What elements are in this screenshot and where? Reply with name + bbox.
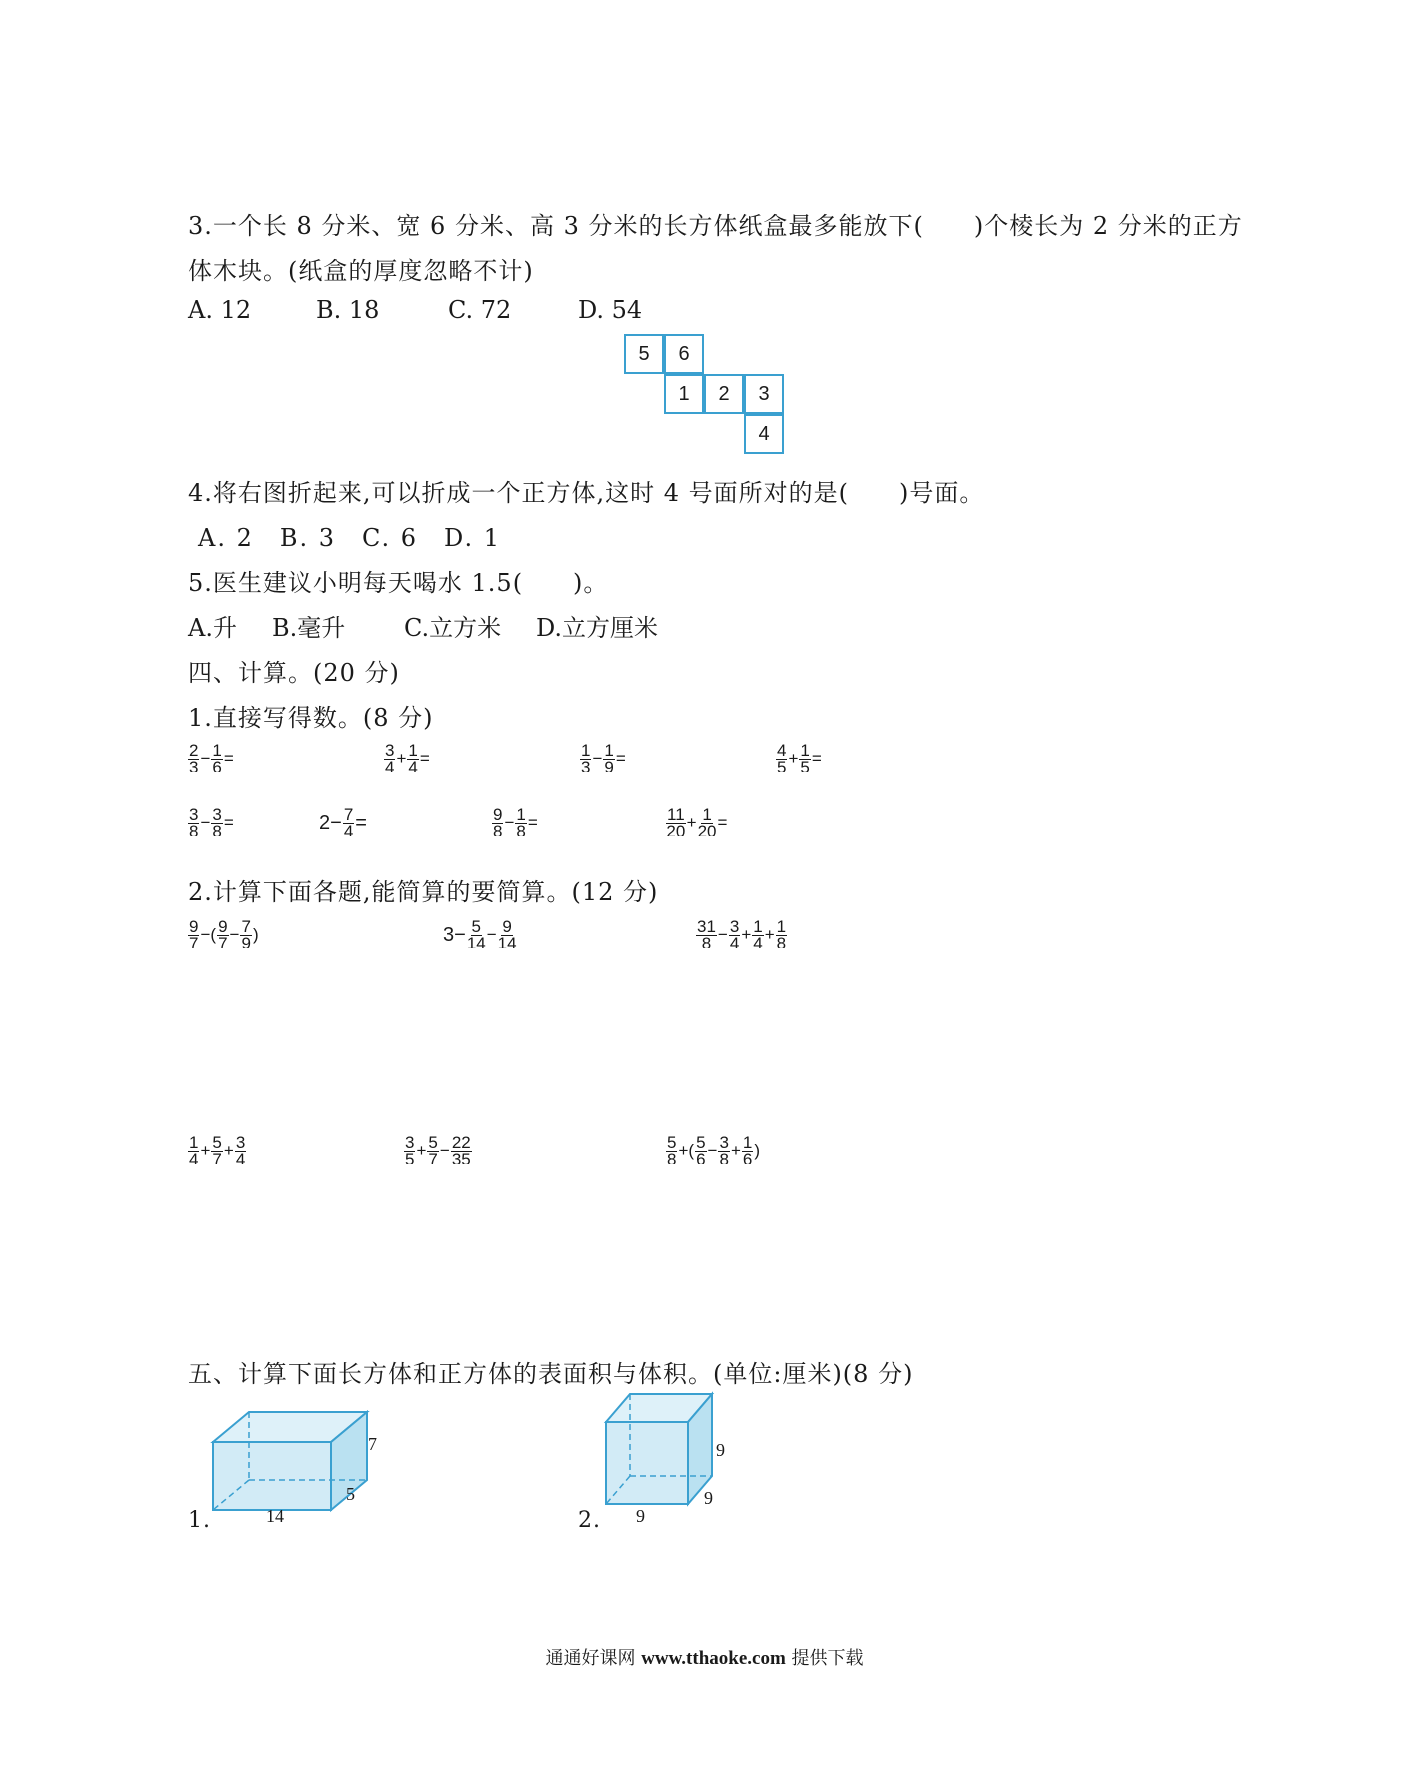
calc-expr-4: 4 5 + $\frac{1}{5}$ = xyxy=(777,742,822,772)
q4-text: 4.将右图折起来,可以折成一个正方体,这时 4 号面所对的是( )号面。 xyxy=(188,479,985,507)
q3-option-a: A. 12 xyxy=(188,296,252,324)
net-cell: 2 xyxy=(704,374,744,414)
q5-option-d: D.立方厘米 xyxy=(536,614,659,642)
section5-title: 五、计算下面长方体和正方体的表面积与体积。(单位:厘米)(8 分) xyxy=(188,1360,914,1388)
cuboid-figure xyxy=(205,1402,395,1532)
cube-width-label: 9 xyxy=(704,1488,713,1508)
calc-expr-7: 9 8 − $\frac{1}{8}$ = xyxy=(493,806,538,836)
q4-options: A. 2 B. 3 C. 6 D. 1 xyxy=(198,524,501,552)
cuboid-length-label: 14 xyxy=(266,1506,284,1526)
net-cell: 4 xyxy=(744,414,784,454)
simplify-expr-6: 5 8 +( 5 6 − $\frac{3}{8}$ + $\frac{1}{6}$ ) xyxy=(667,1134,761,1164)
net-cell: 3 xyxy=(744,374,784,414)
q3-option-b: B. 18 xyxy=(316,296,380,324)
simplify-expr-1: 9 7 −( 9 7 − $\frac{7}{9}$ ) xyxy=(189,918,259,948)
calc-expr-1: 2 3 − $\frac{1}{6}$ = xyxy=(189,742,234,772)
cuboid-front-face xyxy=(213,1442,331,1510)
q5-option-c: C.立方米 xyxy=(404,614,502,642)
calc-expr-6: 2− $\frac{7}{4}$ = xyxy=(319,806,367,836)
q3-line2: 体木块。(纸盒的厚度忽略不计) xyxy=(188,257,534,285)
q5-text: 5.医生建议小明每天喝水 1.5( )。 xyxy=(188,569,609,597)
cuboid-height-label: 7 xyxy=(368,1434,377,1454)
net-cell: 1 xyxy=(664,374,704,414)
net-cell: 5 xyxy=(624,334,664,374)
q3-option-d: D. 54 xyxy=(578,296,643,324)
simplify-expr-3: 31 8 − $\frac{3}{4}$ + $\frac{1}{4}$ + $\frac{1}{8}$ xyxy=(697,918,787,948)
simplify-expr-2: 3− $\frac{5}{14}$ − $\frac{9}{14}$ xyxy=(443,918,517,948)
section4-title: 四、计算。(20 分) xyxy=(188,659,400,687)
sub2-title: 2.计算下面各题,能简算的要简算。(12 分) xyxy=(188,878,659,906)
calc-expr-3: 1 3 − $\frac{1}{9}$ = xyxy=(581,742,626,772)
cube-height-label: 9 xyxy=(716,1440,725,1460)
q5-option-a: A.升 xyxy=(188,614,237,642)
q3-option-c: C. 72 xyxy=(448,296,512,324)
simplify-expr-5: 3 5 + $\frac{5}{7}$ − $\frac{22}{35}$ xyxy=(405,1134,471,1164)
footer-suffix: 提供下载 xyxy=(791,1648,864,1669)
q5-option-b: B.毫升 xyxy=(272,614,346,642)
q3-line1: 3.一个长 8 分米、宽 6 分米、高 3 分米的长方体纸盒最多能放下( )个棱长为 2 分米的正方 xyxy=(188,212,1243,240)
sub1-title: 1.直接写得数。(8 分) xyxy=(188,704,434,732)
fig2-number: 2. xyxy=(578,1508,601,1533)
fig1-number: 1. xyxy=(188,1508,211,1533)
cube-front-face xyxy=(606,1422,688,1504)
cube-length-label: 9 xyxy=(636,1506,645,1526)
calc-expr-5: 3 8 − $\frac{3}{8}$ = xyxy=(189,806,234,836)
footer-site-link[interactable]: www.tthaoke.com xyxy=(641,1648,786,1669)
footer-prefix: 通通好课网 xyxy=(545,1648,636,1669)
calc-expr-2: 3 4 + $\frac{1}{4}$ = xyxy=(385,742,430,772)
calc-expr-8: 11 20 + $\frac{1}{20}$ = xyxy=(666,806,728,836)
net-cell: 6 xyxy=(664,334,704,374)
footer xyxy=(0,1644,1409,1670)
simplify-expr-4: 1 4 + $\frac{5}{7}$ + $\frac{3}{4}$ xyxy=(189,1134,246,1164)
cuboid-width-label: 5 xyxy=(346,1484,355,1504)
cube-figure xyxy=(600,1386,720,1516)
